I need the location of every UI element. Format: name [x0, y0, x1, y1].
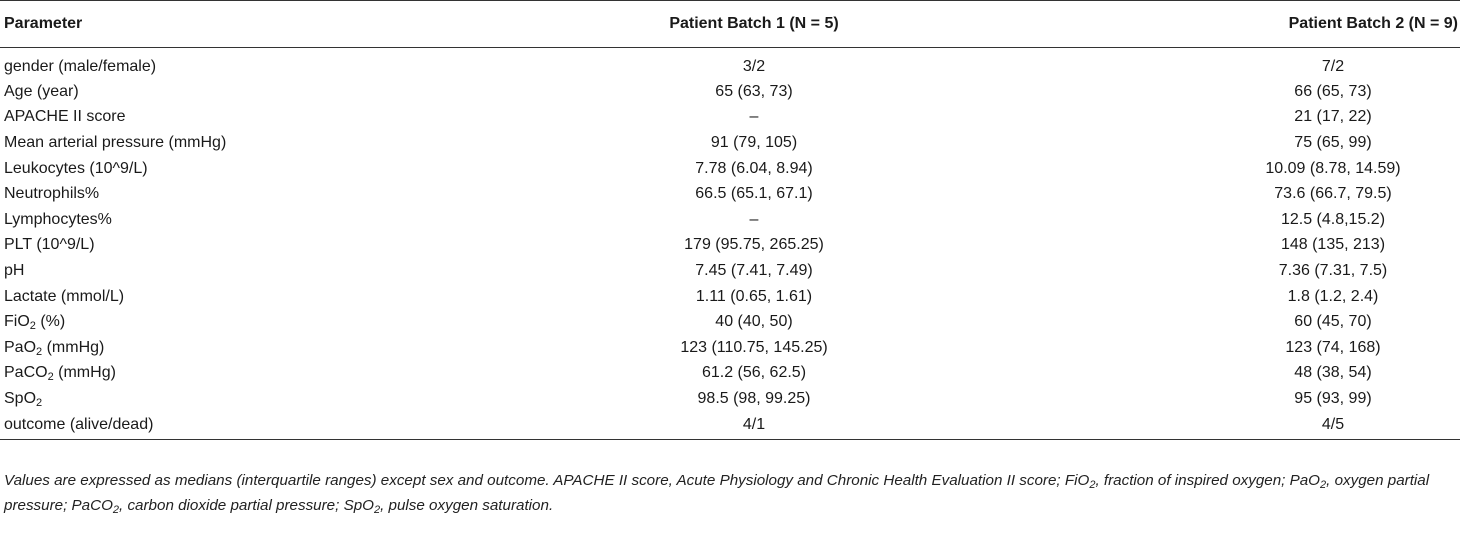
row-batch2-value: 95 (93, 99) — [1294, 389, 1372, 407]
row-batch1-value: 91 (79, 105) — [710, 133, 798, 151]
row-parameter: Mean arterial pressure (mmHg) — [4, 133, 227, 151]
row-batch2-value: 7/2 — [1321, 57, 1345, 75]
row-parameter: Leukocytes (10^9/L) — [4, 159, 148, 177]
row-batch2-cell — [1044, 156, 1460, 182]
param-text: FiO — [4, 313, 30, 331]
row-batch2-cell — [1044, 412, 1460, 440]
row-batch2-value: 10.09 (8.78, 14.59) — [1265, 159, 1401, 177]
row-batch2-value: 12.5 (4.8,15.2) — [1280, 210, 1386, 228]
footnote-text: , carbon dioxide partial pressure; SpO — [119, 497, 374, 514]
footnote-subscript: 2 — [1089, 479, 1096, 491]
row-batch2-cell — [1044, 386, 1460, 412]
row-batch2-value: 4/5 — [1321, 416, 1345, 434]
table-row — [0, 79, 1460, 105]
row-parameter — [0, 386, 404, 412]
row-batch2-cell — [1044, 258, 1460, 284]
row-batch2-value: 148 (135, 213) — [1280, 236, 1386, 254]
table-row — [0, 207, 1460, 233]
table-row — [0, 309, 1460, 335]
row-batch2-cell — [1044, 335, 1460, 361]
row-batch2-value: 60 (45, 70) — [1294, 313, 1372, 331]
row-batch1-value: 1.11 (0.65, 1.61) — [695, 287, 813, 305]
table-row — [0, 258, 1460, 284]
row-batch1-value: 3/2 — [742, 57, 766, 75]
row-batch2-cell — [1044, 48, 1460, 80]
row-batch1-value: 98.5 (98, 99.25) — [697, 389, 811, 407]
row-parameter: Age (year) — [4, 82, 79, 100]
header-batch1: Patient Batch 1 (N = 5) — [404, 1, 1044, 48]
row-batch1-value: 61.2 (56, 62.5) — [701, 364, 807, 382]
row-batch2-value: 21 (17, 22) — [1294, 108, 1372, 126]
table-row — [0, 386, 1460, 412]
table-row — [0, 233, 1460, 259]
param-subscript: 2 — [47, 371, 54, 384]
row-batch2-cell — [1044, 130, 1460, 156]
row-batch1-value: 4/1 — [404, 412, 1044, 440]
param-text-suffix: (mmHg) — [42, 338, 105, 356]
header-batch2-label: Patient Batch 2 (N = 9) — [1288, 15, 1458, 32]
row-batch2-cell — [1044, 284, 1460, 310]
param-subscript: 2 — [36, 345, 43, 358]
param-text-suffix: (%) — [35, 313, 66, 331]
row-batch2-cell — [1044, 181, 1460, 207]
row-batch1-value: 66.5 (65.1, 67.1) — [695, 185, 813, 203]
header-batch2 — [1044, 1, 1460, 48]
footnote-subscript: 2 — [373, 504, 381, 516]
table-row — [0, 412, 1460, 440]
row-batch2-value: 73.6 (66.7, 79.5) — [1274, 185, 1392, 203]
param-text-suffix: (mmHg) — [53, 364, 116, 382]
table-footnote — [4, 468, 1456, 518]
row-batch1-value: 179 (95.75, 265.25) — [684, 236, 824, 254]
row-batch2-cell — [1044, 207, 1460, 233]
row-parameter: gender (male/female) — [4, 57, 157, 75]
row-parameter — [0, 335, 404, 361]
row-batch1-value: – — [749, 108, 759, 126]
table-row — [0, 105, 1460, 131]
row-parameter: APACHE II score — [4, 108, 126, 126]
table-row — [0, 361, 1460, 387]
param-text: PaCO — [4, 364, 48, 382]
row-parameter: Lactate (mmol/L) — [4, 287, 125, 305]
table-row — [0, 181, 1460, 207]
table-row — [0, 335, 1460, 361]
table-row — [0, 284, 1460, 310]
table-row — [0, 130, 1460, 156]
header-parameter: Parameter — [0, 1, 404, 48]
table-row — [0, 48, 1460, 80]
row-batch2-value: 48 (38, 54) — [1294, 364, 1372, 382]
row-batch1-value: – — [749, 210, 759, 228]
footnote-subscript: 2 — [1320, 479, 1327, 491]
row-parameter: PLT (10^9/L) — [4, 236, 95, 254]
param-text: PaO — [4, 338, 37, 356]
row-parameter: Neutrophils% — [4, 185, 100, 203]
row-parameter: pH — [4, 261, 25, 279]
row-batch2-value: 123 (74, 168) — [1285, 338, 1381, 356]
table-header — [0, 1, 1460, 48]
table-row — [0, 156, 1460, 182]
row-parameter: outcome (alive/dead) — [0, 412, 404, 440]
row-batch2-cell — [1044, 79, 1460, 105]
footnote-text: , oxygen partial pressure; PaCO — [4, 472, 1430, 514]
row-batch2-cell — [1044, 233, 1460, 259]
header-row — [0, 1, 1460, 48]
row-batch1-value: 123 (110.75, 145.25) — [680, 338, 828, 356]
row-parameter — [0, 309, 404, 335]
row-parameter: Lymphocytes% — [4, 210, 112, 228]
footnote-subscript: 2 — [112, 504, 120, 516]
row-batch2-cell — [1044, 105, 1460, 131]
row-batch1-value: 7.78 (6.04, 8.94) — [695, 159, 813, 177]
param-subscript: 2 — [29, 320, 36, 333]
row-batch2-value: 7.36 (7.31, 7.5) — [1278, 261, 1388, 279]
table-body — [0, 48, 1460, 440]
param-text: SpO — [4, 389, 37, 407]
row-batch2-value: 66 (65, 73) — [1294, 82, 1372, 100]
footnote-text: , fraction of inspired oxygen; PaO — [1095, 472, 1320, 489]
param-subscript: 2 — [36, 396, 43, 409]
row-batch2-cell — [1044, 309, 1460, 335]
footnote-text: Values are expressed as medians (interquartile ranges) except sex and outcome. APACHE II score, Acute Physiology and Chronic Health Evaluation II score; FiO — [4, 472, 1090, 489]
row-batch1-value: 40 (40, 50) — [715, 313, 793, 331]
row-batch2-cell — [1044, 361, 1460, 387]
footnote-text: , pulse oxygen saturation. — [380, 497, 554, 514]
row-parameter — [0, 361, 404, 387]
row-batch1-value: 65 (63, 73) — [715, 82, 793, 100]
row-batch2-value: 1.8 (1.2, 2.4) — [1287, 287, 1379, 305]
row-batch1-value: 7.45 (7.41, 7.49) — [695, 261, 813, 279]
row-batch2-value: 75 (65, 99) — [1294, 133, 1372, 151]
